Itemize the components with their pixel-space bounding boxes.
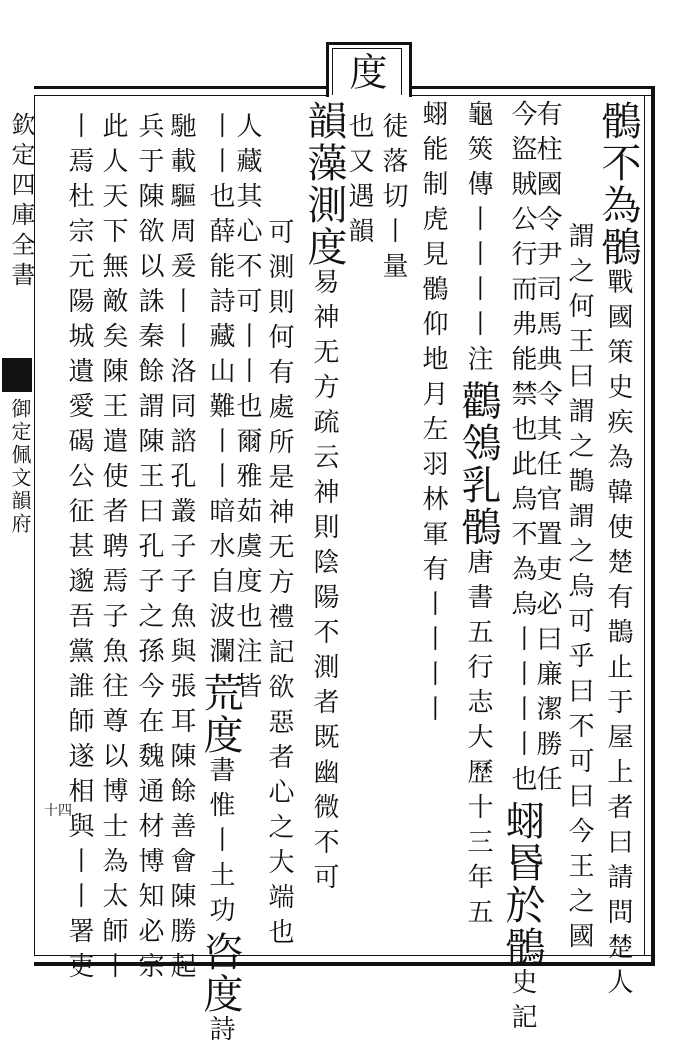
- entry-text: 戰國策史疾為韓使楚有鵲止于屋上者曰請問楚人: [603, 268, 633, 1003]
- entry-text: 馳載驅周爰丨丨洛同諮孔叢子子魚與張耳陳餘善會陳勝起: [166, 112, 196, 987]
- text-column-10: [266, 218, 293, 953]
- entry-text: 謂之何王曰謂之鵲謂之烏可乎曰不可曰今王之國: [564, 222, 594, 957]
- entry-text: 書惟丨土功: [205, 756, 235, 931]
- text-column-13: [168, 112, 195, 987]
- entry-text: 龜筴傳丨丨丨丨注: [463, 100, 493, 380]
- entry-headword: 鸛鴒乳鶻: [455, 380, 501, 548]
- text-column-15: [100, 112, 127, 987]
- entry-text: 可測則何有處所是神无方禮記欲惡者心之大端也: [264, 218, 294, 953]
- entry-text: 史記: [507, 968, 537, 1038]
- entry-text: 今盜賊公行而弗能禁也此烏不為烏丨丨丨丨也: [507, 100, 537, 800]
- entry-text: 蛡能制虎見鶻仰地: [418, 100, 448, 380]
- entry-headword: 測度: [301, 184, 347, 268]
- entry-text: 有柱國令尹司馬典令其任官置吏必曰廉潔勝任: [532, 100, 562, 800]
- text-column-5: [455, 100, 501, 933]
- entry-text: 人藏其心不可丨丨也爾雅茹虞度也注皆: [232, 112, 262, 707]
- book-title: 欽定四庫全書: [7, 112, 35, 292]
- text-column-9: [301, 100, 347, 898]
- entry-text: 丨焉杜宗元陽城遺愛碣公征甚邈吾黨誰師遂相與丨丨署吏: [64, 112, 94, 987]
- text-column-14: [136, 112, 163, 987]
- text-column-8: [346, 112, 373, 252]
- entry-text: 詩: [205, 1015, 235, 1050]
- text-column-4: [499, 100, 545, 1038]
- entry-headword: 韻藻: [301, 100, 347, 184]
- entry-headword: 蛡昬於鶻: [499, 800, 545, 968]
- text-column-6: [420, 100, 447, 730]
- heading-character: 度: [343, 52, 387, 92]
- text-column-1: [595, 100, 641, 1003]
- entry-headword: 鶻不為鶻: [595, 100, 641, 268]
- entry-headword: 咨度: [197, 931, 243, 1015]
- entry-headword: 荒度: [197, 672, 243, 756]
- fishtail-block: [2, 358, 32, 392]
- entry-text: 丨丨也薛能詩藏山難丨丨暗水自波瀾: [205, 112, 235, 672]
- entry-text: 徒落切丨量: [378, 112, 408, 287]
- entry-text: 月左羽林軍有丨丨丨丨: [418, 380, 448, 730]
- text-column-12: [197, 112, 243, 1050]
- frame-inner-right-rule: [644, 95, 645, 956]
- frame-right-rule: [651, 86, 655, 966]
- entry-text: 兵于陳欲以誅秦餘謂陳王曰孔子之孫今在魏通材博知必宗: [134, 112, 164, 987]
- sub-title: 御定佩文韻府: [8, 398, 32, 536]
- entry-text: 也又遇韻: [344, 112, 374, 252]
- entry-text: 此人天下無敵矣陳王遣使者聘焉子魚往尊以博士為太師丨: [98, 112, 128, 987]
- entry-text: 易神无方疏云神則陰陽不測者既幽微不可: [309, 268, 339, 898]
- page-number: 十四: [44, 803, 72, 819]
- text-column-16: [66, 112, 93, 987]
- text-column-7: [380, 112, 407, 287]
- text-column-2: [566, 222, 593, 957]
- entry-text: 唐書五行志大歷十三年五: [463, 548, 493, 933]
